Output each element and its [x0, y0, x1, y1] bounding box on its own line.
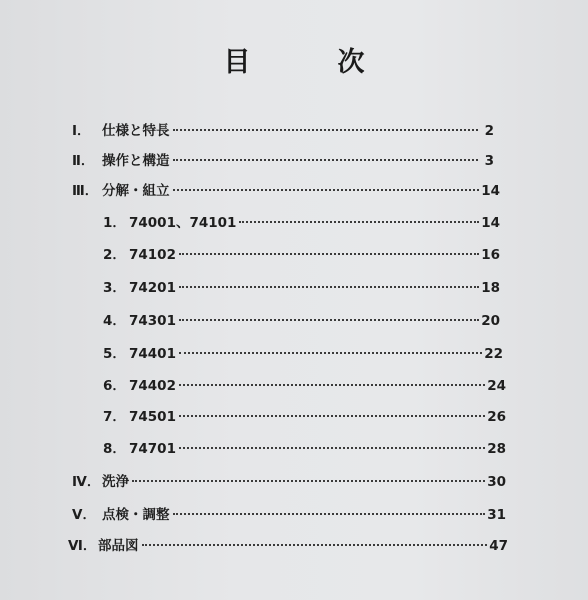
toc-entry-page: 2	[484, 123, 494, 139]
toc-entry	[103, 437, 506, 457]
toc-entry-label: 点検・調整	[102, 507, 170, 523]
toc-entry-label: 74501	[129, 409, 176, 425]
toc-entry	[103, 243, 500, 263]
toc-entry-label: 洗浄	[102, 474, 129, 490]
toc-entry-number: 5．	[103, 346, 126, 362]
dot-leader	[239, 221, 479, 223]
toc-entry-number: 1．	[103, 215, 126, 231]
toc-entry-number: 3．	[103, 280, 126, 296]
dot-leader	[179, 384, 485, 386]
toc-entry-page: 24	[487, 378, 506, 394]
toc-entry	[103, 342, 503, 362]
toc-entry-label: 74402	[129, 378, 176, 394]
toc-entry-page: 30	[487, 474, 506, 490]
toc-entry-page: 18	[481, 280, 500, 296]
toc-entry-label: 74701	[129, 441, 176, 457]
toc-entry-label: 74401	[129, 346, 176, 362]
toc-entry	[103, 405, 506, 425]
dot-leader	[132, 480, 485, 482]
dot-leader	[173, 159, 479, 161]
toc-entry-label: 74201	[129, 280, 176, 296]
toc-entry-page: 26	[487, 409, 506, 425]
toc-entry	[72, 119, 494, 139]
toc-entry-number: 8．	[103, 441, 126, 457]
toc-entry-page: 14	[481, 215, 500, 231]
toc-entry	[103, 211, 500, 231]
dot-leader	[142, 544, 488, 546]
dot-leader	[173, 513, 486, 515]
toc-entry-number: Ⅲ．	[72, 183, 99, 199]
toc-entry-label: 74301	[129, 313, 176, 329]
toc-entry-page: 31	[487, 507, 506, 523]
toc-entry-number: 4．	[103, 313, 126, 329]
dot-leader	[173, 129, 479, 131]
toc-entry	[72, 179, 500, 199]
toc-entry	[103, 374, 506, 394]
toc-entry-label: 仕様と特長	[102, 123, 170, 139]
toc-entry-label: 74001、74101	[129, 215, 237, 231]
toc-entry-page: 20	[481, 313, 500, 329]
dot-leader	[179, 253, 479, 255]
toc-entry-number: Ⅰ．	[72, 123, 91, 139]
dot-leader	[173, 189, 480, 191]
dot-leader	[179, 352, 482, 354]
dot-leader	[179, 286, 479, 288]
toc-entry-number: 7．	[103, 409, 126, 425]
toc-entry-number: Ⅴ．	[72, 507, 96, 523]
toc-entry-page: 3	[484, 153, 494, 169]
toc-entry-number: Ⅵ．	[68, 538, 97, 554]
toc-entry-label: 部品図	[98, 538, 139, 554]
toc-entry-number: Ⅱ．	[72, 153, 95, 169]
toc-entry-page: 16	[481, 247, 500, 263]
toc-entry	[103, 309, 500, 329]
toc-entry-page: 28	[487, 441, 506, 457]
toc-entry-label: 74102	[129, 247, 176, 263]
dot-leader	[179, 415, 485, 417]
dot-leader	[179, 319, 479, 321]
toc-entry	[68, 534, 508, 554]
toc-entry-page: 47	[489, 538, 508, 554]
toc-entry	[72, 470, 506, 490]
toc-entry-page: 14	[481, 183, 500, 199]
toc-entry-page: 22	[484, 346, 503, 362]
toc-entry	[72, 503, 506, 523]
toc-entry-number: Ⅳ．	[72, 474, 101, 490]
toc-title: 目 次	[223, 47, 395, 78]
dot-leader	[179, 447, 485, 449]
toc-entry-label: 操作と構造	[102, 153, 170, 169]
toc-entry-number: 2．	[103, 247, 126, 263]
toc-entry	[103, 276, 500, 296]
toc-entry-number: 6．	[103, 378, 126, 394]
toc-entry-label: 分解・組立	[102, 183, 170, 199]
toc-entry	[72, 149, 494, 169]
